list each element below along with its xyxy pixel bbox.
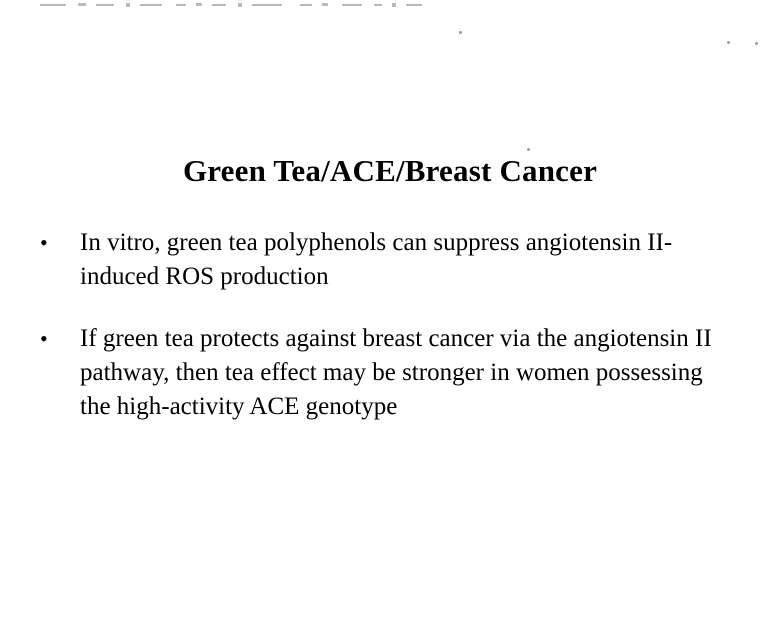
scan-speck xyxy=(727,41,730,44)
bullet-point-icon: • xyxy=(40,230,48,255)
list-item xyxy=(32,226,732,294)
list-item-text: If green tea protects against breast cancer via the angiotensin II pathway, then tea effect may be stronger in women possessing the high-activity ACE genotype xyxy=(80,325,712,420)
scan-speck xyxy=(527,148,530,151)
page-title: Green Tea/ACE/Breast Cancer xyxy=(182,153,598,188)
scan-speck xyxy=(755,42,758,45)
scan-speck xyxy=(459,31,462,34)
list-item-text: In vitro, green tea polyphenols can suppress angiotensin II-induced ROS production xyxy=(80,229,673,290)
scan-artifact-strip xyxy=(0,0,780,14)
bullet-point-icon: • xyxy=(40,326,48,351)
bullet-list xyxy=(32,226,732,452)
list-item xyxy=(32,322,732,424)
